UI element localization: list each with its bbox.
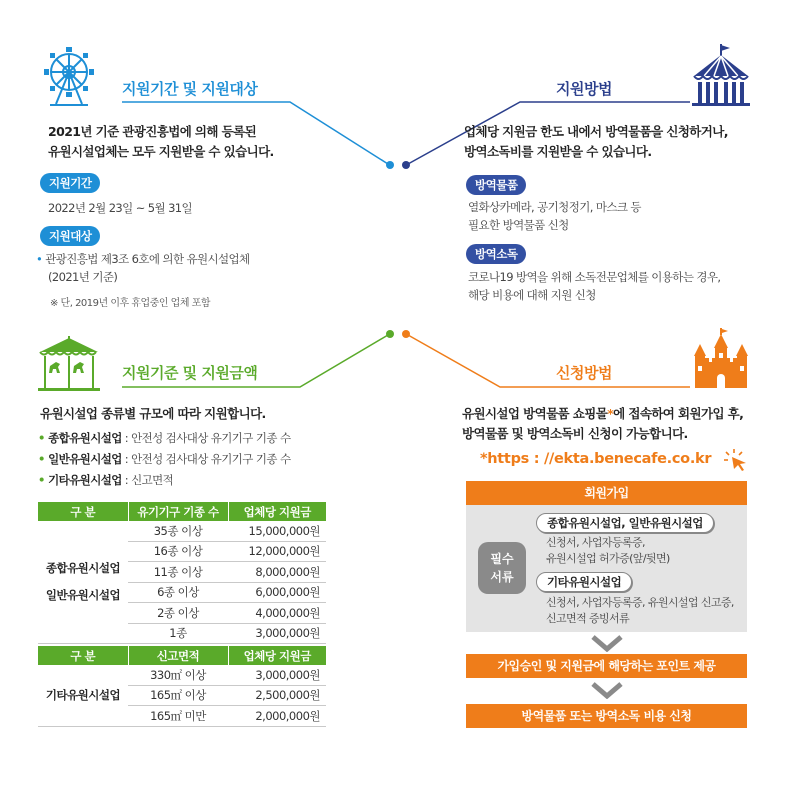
table-group-cell: 종합유원시설업 일반유원시설업 <box>38 521 128 644</box>
period-connector-dot <box>386 161 394 169</box>
period-note: ※ 단, 2019년 이후 휴업중인 업체 포함 <box>50 298 210 309</box>
table-group-cell: 기타유원시설업 <box>38 665 128 726</box>
disinfect-badge: 방역소독 <box>466 244 526 264</box>
shop-url-link[interactable]: *https : //ekta.benecafe.co.kr <box>480 451 712 467</box>
criteria-connector-dot <box>386 330 394 338</box>
method-lead-line: 방역소독비를 지원받을 수 있습니다. <box>464 144 652 159</box>
table-row: 6종 이상 6,000,000원 <box>38 582 326 603</box>
table-header-row <box>38 502 326 521</box>
step-signup: 회원가입 <box>466 481 747 505</box>
amount-table-area <box>38 646 326 727</box>
criteria-lead: 유원시설업 종류별 규모에 따라 지원합니다. <box>40 406 266 421</box>
apply-lead-line: 유원시설업 방역물품 쇼핑몰*에 접속하여 회원가입 후, <box>462 406 744 421</box>
table-row: 16종 이상 12,000,000원 <box>38 541 326 562</box>
table-row: 11종 이상 8,000,000원 <box>38 562 326 583</box>
table-header: 구 분 <box>38 646 128 665</box>
kind-list <box>38 428 290 491</box>
table-header: 유기기구 기종 수 <box>128 502 228 521</box>
target-line: 관광진흥법 제3조 6호에 의한 유원시설업체 <box>45 252 250 266</box>
apply-connector-dot <box>402 330 410 338</box>
carousel-icon <box>38 336 100 392</box>
table-row: 1종 3,000,000원 <box>38 623 326 644</box>
kind-item: • 종합유원시설업 : 안전성 검사대상 유기기구 기종 수 <box>38 428 290 449</box>
goods-text <box>468 198 641 234</box>
method-connector-dot <box>402 161 410 169</box>
chevron-down-icon <box>590 634 624 652</box>
disinfect-text <box>468 268 720 304</box>
apply-lead-line: 방역물품 및 방역소독비 신청이 가능합니다. <box>462 426 688 441</box>
apply-lead <box>462 404 743 444</box>
docs-list-other: 신청서, 사업자등록증, 유원시설업 신고증, 신고면적 증빙서류 <box>546 596 734 625</box>
table-header: 신고면적 <box>128 646 228 665</box>
period-title: 지원기간 및 지원대상 <box>122 80 258 98</box>
disinfect-line: 코로나19 방역을 위해 소독전문업체를 이용하는 경우, <box>468 270 721 284</box>
target-badge: 지원대상 <box>40 226 100 246</box>
period-text: 2022년 2월 23일 ~ 5월 31일 <box>48 201 193 215</box>
method-title: 지원방법 <box>556 80 612 98</box>
table-row: 기타유원시설업 330㎡ 이상 3,000,000원 <box>38 665 326 685</box>
docs-pill-general: 종합유원시설업, 일반유원시설업 <box>536 513 714 533</box>
target-line: (2021년 기준) <box>48 270 118 284</box>
goods-line: 열화상카메라, 공기청정기, 마스크 등 <box>468 200 641 214</box>
ferris-wheel-icon <box>38 44 100 108</box>
period-lead-line: 2021년 기준 관광진흥법에 의해 등록된 <box>48 124 257 139</box>
table-header: 구 분 <box>38 502 128 521</box>
method-lead-line: 업체당 지원금 한도 내에서 방역물품을 신청하거나, <box>464 124 728 139</box>
chevron-down-icon <box>590 681 624 699</box>
table-header: 업체당 지원금 <box>228 646 326 665</box>
period-lead <box>48 122 274 162</box>
table-row: 종합유원시설업 일반유원시설업 35종 이상 15,000,000원 <box>38 521 326 541</box>
criteria-title: 지원기준 및 지원금액 <box>122 364 258 382</box>
kind-item: • 일반유원시설업 : 안전성 검사대상 유기기구 기종 수 <box>38 449 290 470</box>
circus-tent-icon <box>690 42 752 108</box>
docs-pill-other: 기타유원시설업 <box>536 572 632 592</box>
period-badge: 지원기간 <box>40 173 100 193</box>
method-lead <box>464 122 728 162</box>
apply-connector <box>408 335 690 387</box>
required-docs-label: 필수 서류 <box>478 542 526 594</box>
goods-badge: 방역물품 <box>466 175 526 195</box>
period-lead-line: 유원시설업체는 모두 지원받을 수 있습니다. <box>48 144 274 159</box>
kind-item: • 기타유원시설업 : 신고면적 <box>38 470 290 491</box>
table-row: 165㎡ 이상 2,500,000원 <box>38 685 326 706</box>
step-point: 가입승인 및 지원금에 해당하는 포인트 제공 <box>466 654 747 678</box>
disinfect-line: 해당 비용에 대해 지원 신청 <box>468 288 596 302</box>
table-row: 165㎡ 미만 2,000,000원 <box>38 706 326 727</box>
castle-icon <box>690 328 752 390</box>
table-header-row <box>38 646 326 665</box>
goods-line: 필요한 방역물품 신청 <box>468 218 569 232</box>
step-request: 방역물품 또는 방역소독 비용 신청 <box>466 704 747 728</box>
target-text <box>36 250 250 286</box>
cursor-click-icon <box>722 448 750 472</box>
table-header: 업체당 지원금 <box>228 502 326 521</box>
apply-title: 신청방법 <box>556 364 612 382</box>
table-row: 2종 이상 4,000,000원 <box>38 603 326 624</box>
docs-list-general: 신청서, 사업자등록증, 유원시설업 허가증(앞/뒷면) <box>546 536 670 565</box>
amount-table-rides <box>38 502 326 644</box>
